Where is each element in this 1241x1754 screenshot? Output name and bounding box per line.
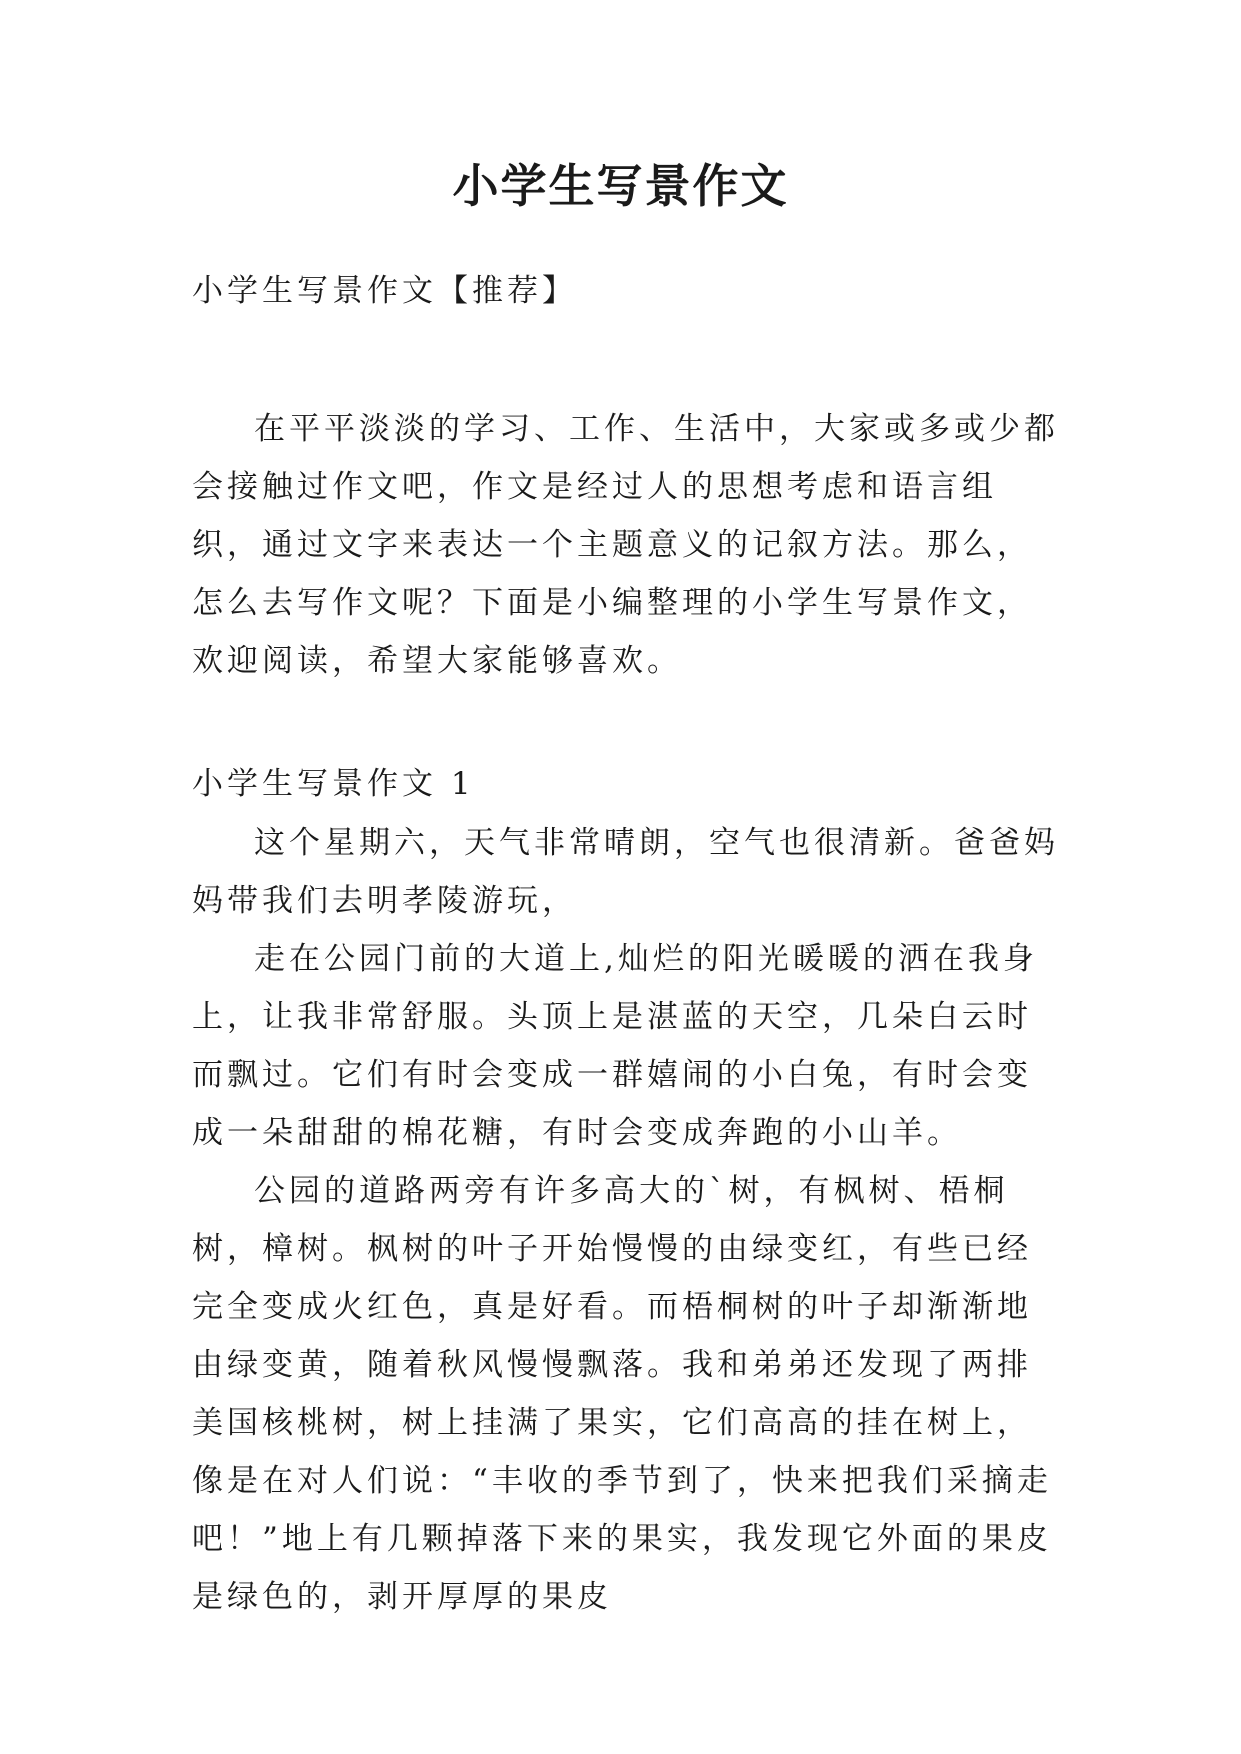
- intro-paragraph: 在平平淡淡的学习、工作、生活中，大家或多或少都会接触过作文吧，作文是经过人的思想考虑和语言组织，通过文字来表达一个主题意义的记叙方法。那么，怎么去写作文呢？下面是小编整理的小学生写景作文，欢迎阅读，希望大家能够喜欢。: [192, 411, 1059, 679]
- essay-paragraph: 这个星期六，天气非常晴朗，空气也很清新。爸爸妈妈带我们去明孝陵游玩，: [192, 825, 1059, 919]
- essay-paragraph: 走在公园门前的大道上,灿烂的阳光暖暖的洒在我身上，让我非常舒服。头顶上是湛蓝的天空，几朵白云时而飘过。它们有时会变成一群嬉闹的小白兔，有时会变成一朵甜甜的棉花糖，有时会变成奔跑的小山羊。: [192, 941, 1038, 1151]
- document-title: 小学生写景作文: [452, 159, 789, 213]
- essay-paragraph: 公园的道路两旁有许多高大的`树，有枫树、梧桐树，樟树。枫树的叶子开始慢慢的由绿变红，有些已经完全变成火红色，真是好看。而梧桐树的叶子却渐渐地由绿变黄，随着秋风慢慢飘落。我和弟弟还发现了两排美国核桃树，树上挂满了果实，它们高高的挂在树上，像是在对人们说：“丰收的季节到了，快来把我们采摘走吧！”地上有几颗掉落下来的果实，我发现它外面的果皮是绿色的，剥开厚厚的果皮: [192, 1173, 1052, 1615]
- section-heading: 小学生写景作文 1: [192, 766, 475, 802]
- document-subtitle: 小学生写景作文【推荐】: [192, 273, 577, 309]
- essay-body: [192, 814, 1062, 1626]
